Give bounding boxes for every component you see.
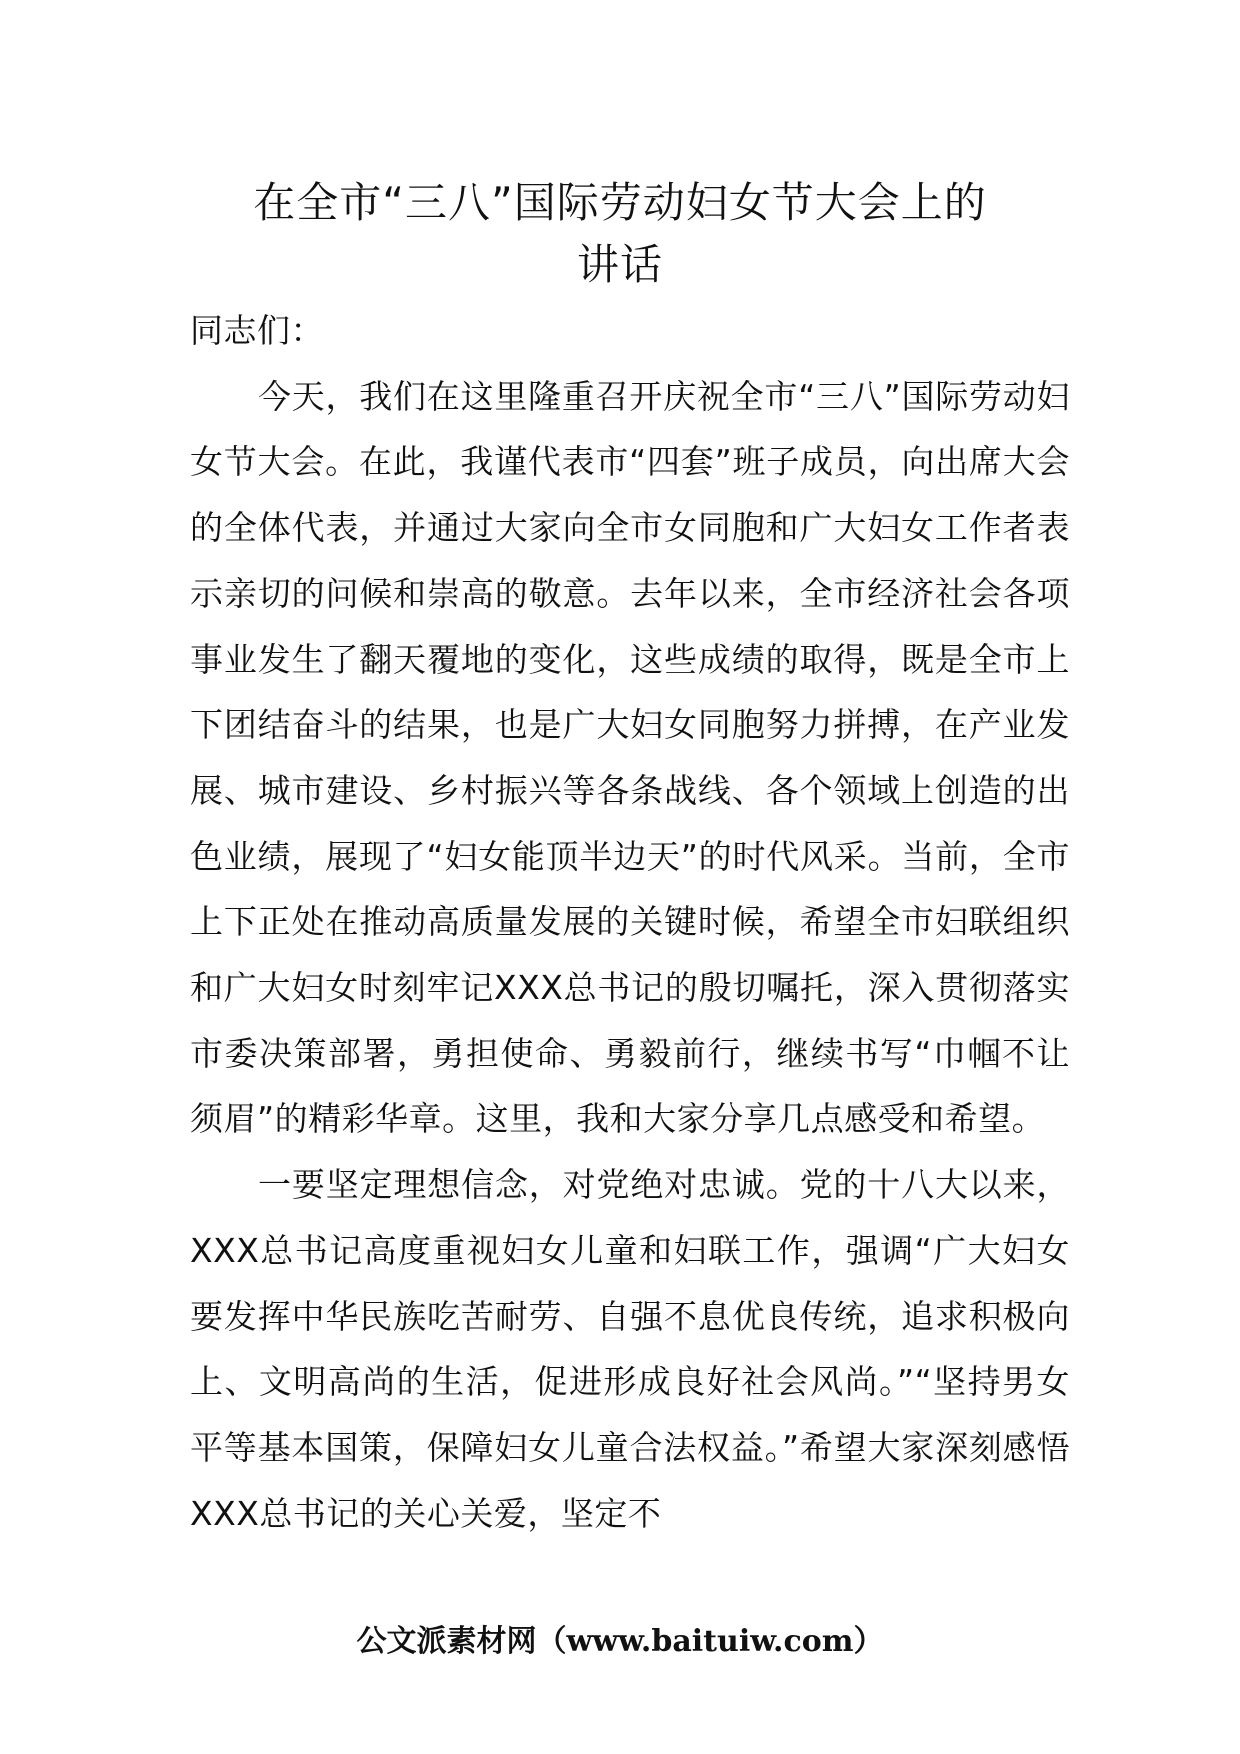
paragraph-2: 一要坚定理想信念，对党绝对忠诚。党的十八大以来，XXX总书记高度重视妇女儿童和妇联工作，强调“广大妇女要发挥中华民族吃苦耐劳、自强不息优良传统，追求积极向上、文明高尚的生活，促进形成良好社会风尚。”“坚持男女平等基本国策，保障妇女儿童合法权益。”希望大家深刻感悟XXX总书记的关心关爱，坚定不 bbox=[190, 1165, 1070, 1533]
paragraph-1: 今天，我们在这里隆重召开庆祝全市“三八”国际劳动妇女节大会。在此，我谨代表市“四套”班子成员，向出席大会的全体代表，并通过大家向全市女同胞和广大妇女工作者表示亲切的问候和崇高的敬意。去年以来，全市经济社会各项事业发生了翻天覆地的变化，这些成绩的取得，既是全市上下团结奋斗的结果，也是广大妇女同胞努力拼搏，在产业发展、城市建设、乡村振兴等各条战线、各个领域上创造的出色业绩，展现了“妇女能顶半边天”的时代风采。当前，全市上下正处在推动高质量发展的关键时候，希望全市妇联组织和广大妇女时刻牢记XXX总书记的殷切嘱托，深入贯彻落实市委决策部署，勇担使命、勇毅前行，继续书写“巾帼不让须眉”的精彩华章。这里，我和大家分享几点感受和希望。 bbox=[190, 376, 1070, 1139]
title-line-1: 在全市“三八”国际劳动妇女节大会上的 bbox=[253, 178, 987, 227]
salutation: 同志们： bbox=[190, 311, 324, 350]
footer-watermark: 公文派素材网（www.baituiw.com） bbox=[356, 1624, 884, 1659]
title-line-2: 讲话 bbox=[576, 240, 663, 289]
document-body bbox=[190, 298, 1070, 1546]
document-title bbox=[150, 172, 1090, 296]
